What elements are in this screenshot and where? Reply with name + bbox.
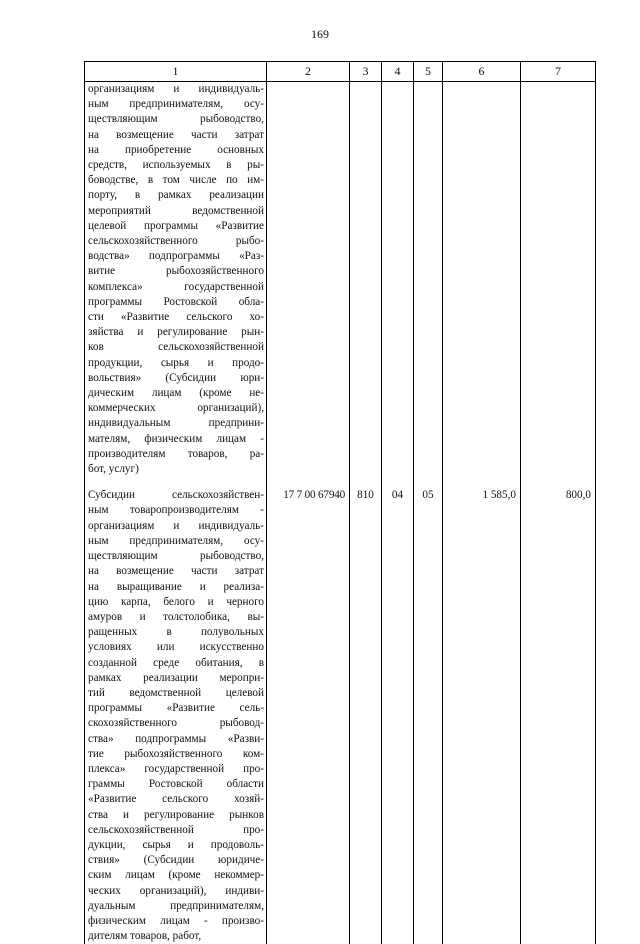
column-header-1: 1 [85,62,267,82]
description-line: программы «Развитие сель- [88,702,264,715]
description-line: тий ведомственной целевой [88,686,264,699]
description-line: дукции, сырья и продоволь- [88,838,264,851]
description-line: дуальным предпринимателям, [88,899,264,912]
column-header-6: 6 [443,62,521,82]
description-line: ков сельскохозяйственной [88,341,264,354]
description-line: Субсидии сельскохозяйствен- [88,489,264,502]
description-line: на возмещение части затрат [88,565,264,578]
description-line: ства и регулирование рынков [88,808,264,821]
description-line: организациям и индивидуаль- [88,519,264,532]
column-header-7: 7 [521,62,596,82]
description-line: ным предпринимателям, осу- [88,534,264,547]
table-row [85,488,596,944]
header-row [85,62,596,82]
description-line: дителям товаров, работ, [88,930,202,943]
page-number: 169 [311,27,329,41]
description-line: рамках реализации меропри- [88,671,264,684]
description-line: плекса» государственной про- [88,762,264,775]
table-row [85,82,596,489]
col3-cell: 810 [350,488,382,944]
description-line: ства» подпрограммы «Разви- [88,732,264,745]
description-line: производителям товаров, ра- [88,447,264,460]
description-line: граммы Ростовской области [88,778,264,791]
description-line: средств, используемых в ры- [88,159,264,172]
col7-amount-cell [521,82,596,489]
description-line: на приобретение основных [88,143,264,156]
description-line: созданной среде обитания, в [88,656,264,669]
description-line: условиях или искусственно [88,641,264,654]
description-line: ческих организаций), индиви- [88,884,264,897]
description-line: ским лицам (кроме некоммер- [88,869,264,882]
col4-cell [382,82,414,489]
description-line: сельскохозяйственного рыбо- [88,235,264,248]
description-line: сти «Развитие сельского хо- [88,311,264,324]
code-cell: 17 7 00 67940 [267,488,350,944]
description-line: ным предпринимателям, осу- [88,98,264,111]
description-line: ществляющим рыбоводство, [88,113,264,126]
description-line: продукции, сырья и продо- [88,356,264,369]
col4-cell: 04 [382,488,414,944]
description-line: порту, в рамках реализации [88,189,264,202]
description-line: бот, услуг) [88,463,139,476]
budget-table [84,61,596,944]
description-line: зяйства и регулирование рын- [88,326,264,339]
description-line: на выращивание и реализа- [88,580,264,593]
description-line: цию карпа, белого и черного [88,595,264,608]
col6-amount-cell [443,82,521,489]
description-line: водства» подпрограммы «Раз- [88,250,264,263]
description-line: ращенных в полувольных [88,626,264,639]
description-line: ным товаропроизводителям - [88,504,264,517]
description-line: вольствия» (Субсидии юри- [88,371,264,384]
description-line: физическим лицам - произво- [88,914,264,927]
description-line: боводстве, в том числе по им- [88,174,264,187]
column-header-4: 4 [382,62,414,82]
col5-cell [414,82,443,489]
code-cell [267,82,350,489]
description-line: комплекса» государственной [88,280,264,293]
description-line: мателям, физическим лицам - [88,432,264,445]
description-line: амуров и толстолобика, вы- [88,610,264,623]
description-line: организациям и индивидуаль- [88,83,264,95]
col7-amount-cell: 800,0 [521,488,596,944]
description-line: индивидуальным предприни- [88,417,264,430]
description-line: сельскохозяйственной про- [88,823,264,836]
col3-cell [350,82,382,489]
column-header-2: 2 [267,62,350,82]
description-line: коммерческих организаций), [88,402,264,415]
description-line: витие рыбохозяйственного [88,265,264,278]
description-line: на возмещение части затрат [88,128,264,141]
column-header-3: 3 [350,62,382,82]
description-line: «Развитие сельского хозяй- [88,793,264,806]
description-line: тие рыбохозяйственного ком- [88,747,264,760]
description-cell [85,488,267,944]
description-line: мероприятий ведомственной [88,204,264,217]
description-line: программы Ростовской обла- [88,295,264,308]
column-header-5: 5 [414,62,443,82]
description-line: ществляющим рыбоводство, [88,550,264,563]
description-line: дическим лицам (кроме не- [88,387,264,400]
description-line: ствия» (Субсидии юридиче- [88,854,264,867]
description-cell [85,82,267,489]
description-line: скохозяйственного рыбовод- [88,717,264,730]
col5-cell: 05 [414,488,443,944]
col6-amount-cell: 1 585,0 [443,488,521,944]
description-line: целевой программы «Развитие [88,219,264,232]
